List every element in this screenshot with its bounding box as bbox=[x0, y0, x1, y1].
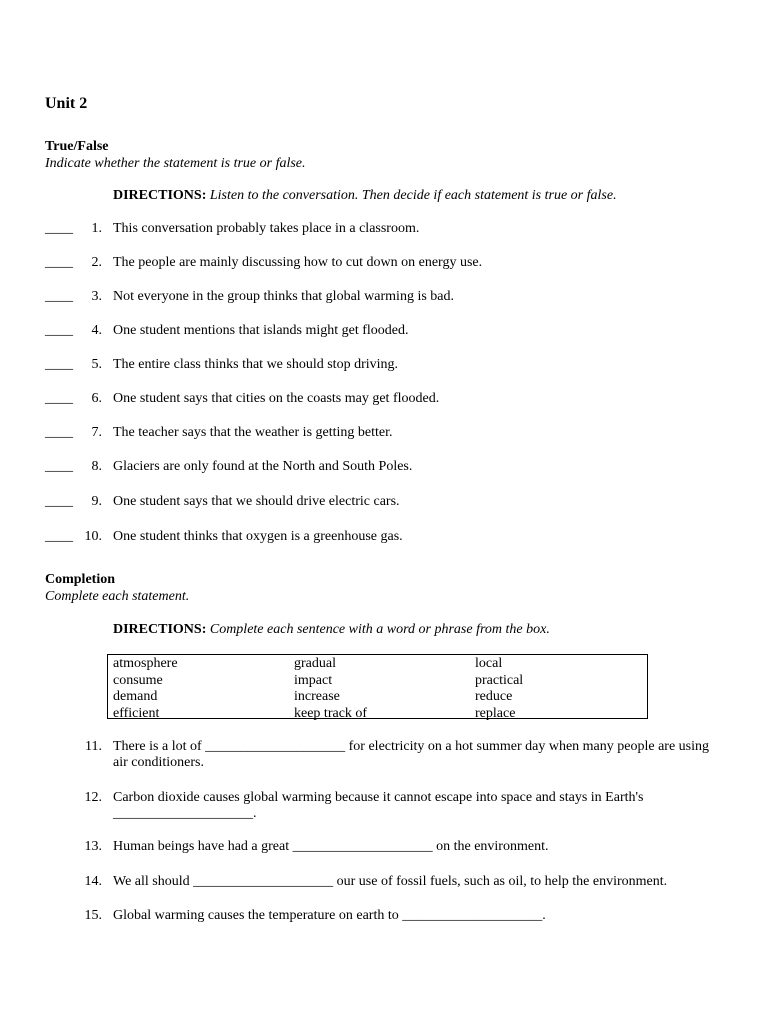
item-number: 10. bbox=[84, 529, 102, 544]
answer-blank[interactable]: ____ bbox=[45, 255, 73, 270]
answer-blank[interactable]: ____ bbox=[45, 391, 73, 406]
word-box-cell: replace bbox=[475, 705, 516, 721]
item-text: This conversation probably takes place in a classroom. bbox=[113, 221, 420, 236]
item-text: The people are mainly discussing how to cut down on energy use. bbox=[113, 255, 483, 270]
item-number: 7. bbox=[91, 425, 102, 440]
list-item bbox=[45, 391, 735, 407]
item-text[interactable]: Global warming causes the temperature on earth to ____________________. bbox=[113, 908, 546, 923]
item-number: 9. bbox=[91, 494, 102, 509]
item-number: 14. bbox=[84, 874, 102, 889]
answer-blank[interactable]: ____ bbox=[45, 425, 73, 440]
answer-blank[interactable]: ____ bbox=[45, 494, 73, 509]
item-number: 3. bbox=[91, 289, 102, 304]
word-box-cell: efficient bbox=[113, 705, 160, 721]
word-box-cell: reduce bbox=[475, 689, 513, 704]
item-text: One student says that cities on the coasts may get flooded. bbox=[113, 391, 440, 406]
item-text: Not everyone in the group thinks that global warming is bad. bbox=[113, 289, 454, 304]
word-box-cell: keep track of bbox=[294, 705, 368, 721]
item-number: 5. bbox=[91, 357, 102, 372]
list-item bbox=[45, 255, 735, 271]
word-box-cell: demand bbox=[113, 689, 158, 704]
word-box-table bbox=[113, 656, 635, 722]
true-false-instruction: Indicate whether the statement is true or false. bbox=[45, 156, 306, 171]
list-item bbox=[45, 529, 735, 545]
item-text: One student mentions that islands might get flooded. bbox=[113, 323, 409, 338]
list-item bbox=[45, 289, 735, 305]
completion-instruction: Complete each statement. bbox=[45, 589, 190, 604]
answer-blank[interactable]: ____ bbox=[45, 289, 73, 304]
item-number: 8. bbox=[91, 459, 102, 474]
answer-blank[interactable]: ____ bbox=[45, 221, 73, 236]
list-item bbox=[45, 459, 735, 475]
answer-blank[interactable]: ____ bbox=[45, 459, 73, 474]
item-number: 12. bbox=[84, 790, 102, 805]
item-number: 11. bbox=[85, 739, 102, 754]
item-text: One student thinks that oxygen is a greenhouse gas. bbox=[113, 529, 403, 544]
word-box bbox=[107, 654, 648, 719]
word-box-cell: impact bbox=[294, 672, 333, 688]
answer-blank[interactable]: ____ bbox=[45, 357, 73, 372]
item-text: Glaciers are only found at the North and South Poles. bbox=[113, 459, 413, 474]
word-box-cell: consume bbox=[113, 672, 163, 688]
word-box-cell: practical bbox=[475, 672, 524, 688]
word-box-row bbox=[113, 673, 635, 690]
word-box-row bbox=[113, 689, 635, 706]
word-box-cell: atmosphere bbox=[113, 656, 178, 671]
list-item bbox=[45, 494, 735, 510]
item-text[interactable]: There is a lot of ____________________ for electricity on a hot summer day when many people are using air conditioners. bbox=[113, 739, 710, 770]
completion-directions bbox=[113, 622, 550, 638]
list-item bbox=[45, 357, 735, 373]
word-box-cell: local bbox=[475, 656, 503, 671]
item-number: 13. bbox=[84, 839, 102, 854]
item-number: 2. bbox=[91, 255, 102, 270]
word-box-row bbox=[113, 656, 635, 673]
list-item bbox=[45, 221, 735, 237]
unit-title: Unit 2 bbox=[45, 95, 88, 112]
item-number: 1. bbox=[91, 221, 102, 236]
item-number: 4. bbox=[91, 323, 102, 338]
item-text[interactable]: Carbon dioxide causes global warming because it cannot escape into space and stays in Earth's ____________________. bbox=[113, 790, 644, 821]
item-text: The entire class thinks that we should stop driving. bbox=[113, 357, 399, 372]
item-text: One student says that we should drive electric cars. bbox=[113, 494, 400, 509]
true-false-heading: True/False bbox=[45, 139, 109, 154]
directions-text: Listen to the conversation. Then decide if each statement is true or false. bbox=[209, 188, 617, 203]
directions-label: DIRECTIONS: bbox=[113, 188, 207, 203]
directions-label: DIRECTIONS: bbox=[113, 622, 207, 637]
item-number: 15. bbox=[84, 908, 102, 923]
answer-blank[interactable]: ____ bbox=[45, 323, 73, 338]
true-false-directions bbox=[113, 188, 617, 204]
item-text[interactable]: We all should ____________________ our use of fossil fuels, such as oil, to help the environment. bbox=[113, 874, 668, 889]
completion-heading: Completion bbox=[45, 572, 115, 587]
list-item bbox=[45, 425, 735, 441]
item-text[interactable]: Human beings have had a great ____________________ on the environment. bbox=[113, 839, 549, 854]
list-item bbox=[45, 323, 735, 339]
word-box-cell: gradual bbox=[294, 656, 336, 671]
answer-blank[interactable]: ____ bbox=[45, 529, 73, 544]
item-text: The teacher says that the weather is getting better. bbox=[113, 425, 393, 440]
word-box-cell: increase bbox=[294, 689, 340, 704]
item-number: 6. bbox=[91, 391, 102, 406]
word-box-row bbox=[113, 706, 635, 723]
directions-text: Complete each sentence with a word or phrase from the box. bbox=[209, 622, 550, 637]
